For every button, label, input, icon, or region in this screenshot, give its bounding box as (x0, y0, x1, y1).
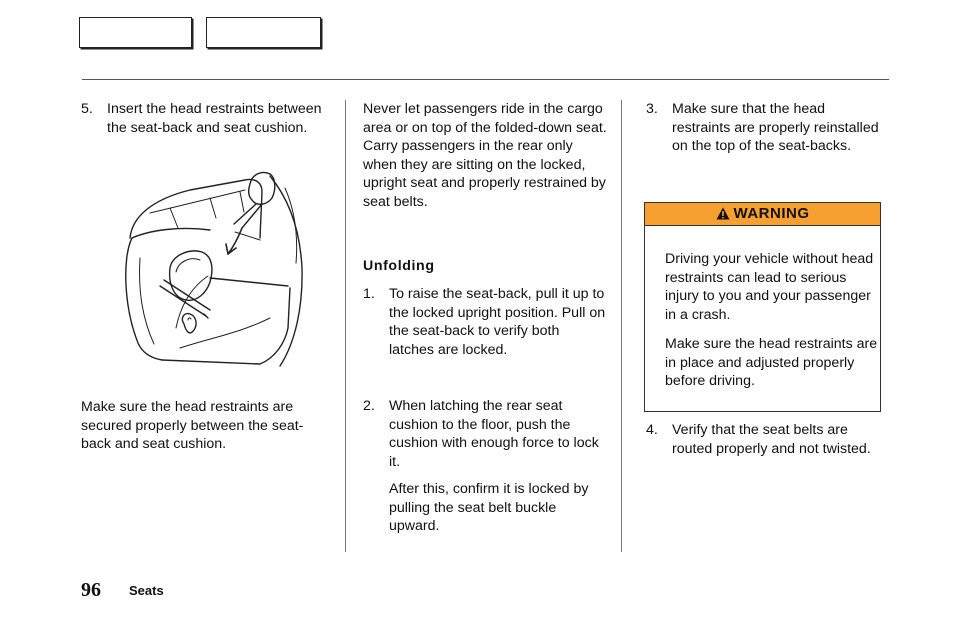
column-divider-2 (621, 100, 622, 552)
step-3-number: 3. (646, 101, 658, 117)
step-5-number: 5. (81, 101, 93, 117)
warning-paragraph-1: Driving your vehicle without head restraints can lead to serious injury to you and your passenger in a crash. (665, 251, 874, 323)
warning-header (645, 203, 880, 226)
step-3 (646, 100, 881, 156)
step-4-number: 4. (646, 422, 658, 438)
previous-page-button[interactable] (79, 17, 192, 48)
step-2-text: When latching the rear seat cushion to the floor, push the cushion with enough force to lock it. (389, 398, 599, 470)
header-rule (82, 79, 889, 80)
step-5 (81, 100, 331, 137)
illustration-caption: Make sure the head restraints are secured properly between the seat-back and seat cushion. (81, 399, 304, 452)
step-4-text: Verify that the seat belts are routed properly and not twisted. (672, 422, 871, 457)
step-1-number: 1. (363, 286, 375, 302)
section-name: Seats (129, 583, 164, 598)
warning-triangle-icon (716, 207, 730, 220)
step-2 (363, 397, 608, 471)
next-page-button[interactable] (206, 17, 321, 48)
step-2-note: After this, confirm it is locked by pulling the seat belt buckle upward. (389, 481, 589, 534)
step-2-number: 2. (363, 398, 375, 414)
head-restraint-illustration (110, 168, 320, 370)
step-1-text: To raise the seat-back, pull it up to the locked upright position. Pull on the seat-back to verify both latches are locked. (389, 286, 606, 358)
safety-intro: Never let passengers ride in the cargo area or on top of the folded-down seat. Carry passengers in the rear only when they are sitting on the locked, upright seat and properly restrained by seat belts. (363, 101, 607, 210)
warning-box (644, 202, 881, 412)
step-5-text: Insert the head restraints between the seat-back and seat cushion. (107, 101, 322, 136)
step-1 (363, 285, 608, 359)
warning-title: WARNING (733, 205, 810, 222)
unfolding-heading: Unfolding (363, 258, 435, 274)
step-3-text: Make sure that the head restraints are properly reinstalled on the top of the seat-backs. (672, 101, 879, 154)
column-divider-1 (345, 100, 346, 552)
step-4 (646, 421, 881, 458)
page-number: 96 (81, 579, 101, 601)
warning-paragraph-2: Make sure the head restraints are in place and adjusted properly before driving. (665, 336, 878, 389)
